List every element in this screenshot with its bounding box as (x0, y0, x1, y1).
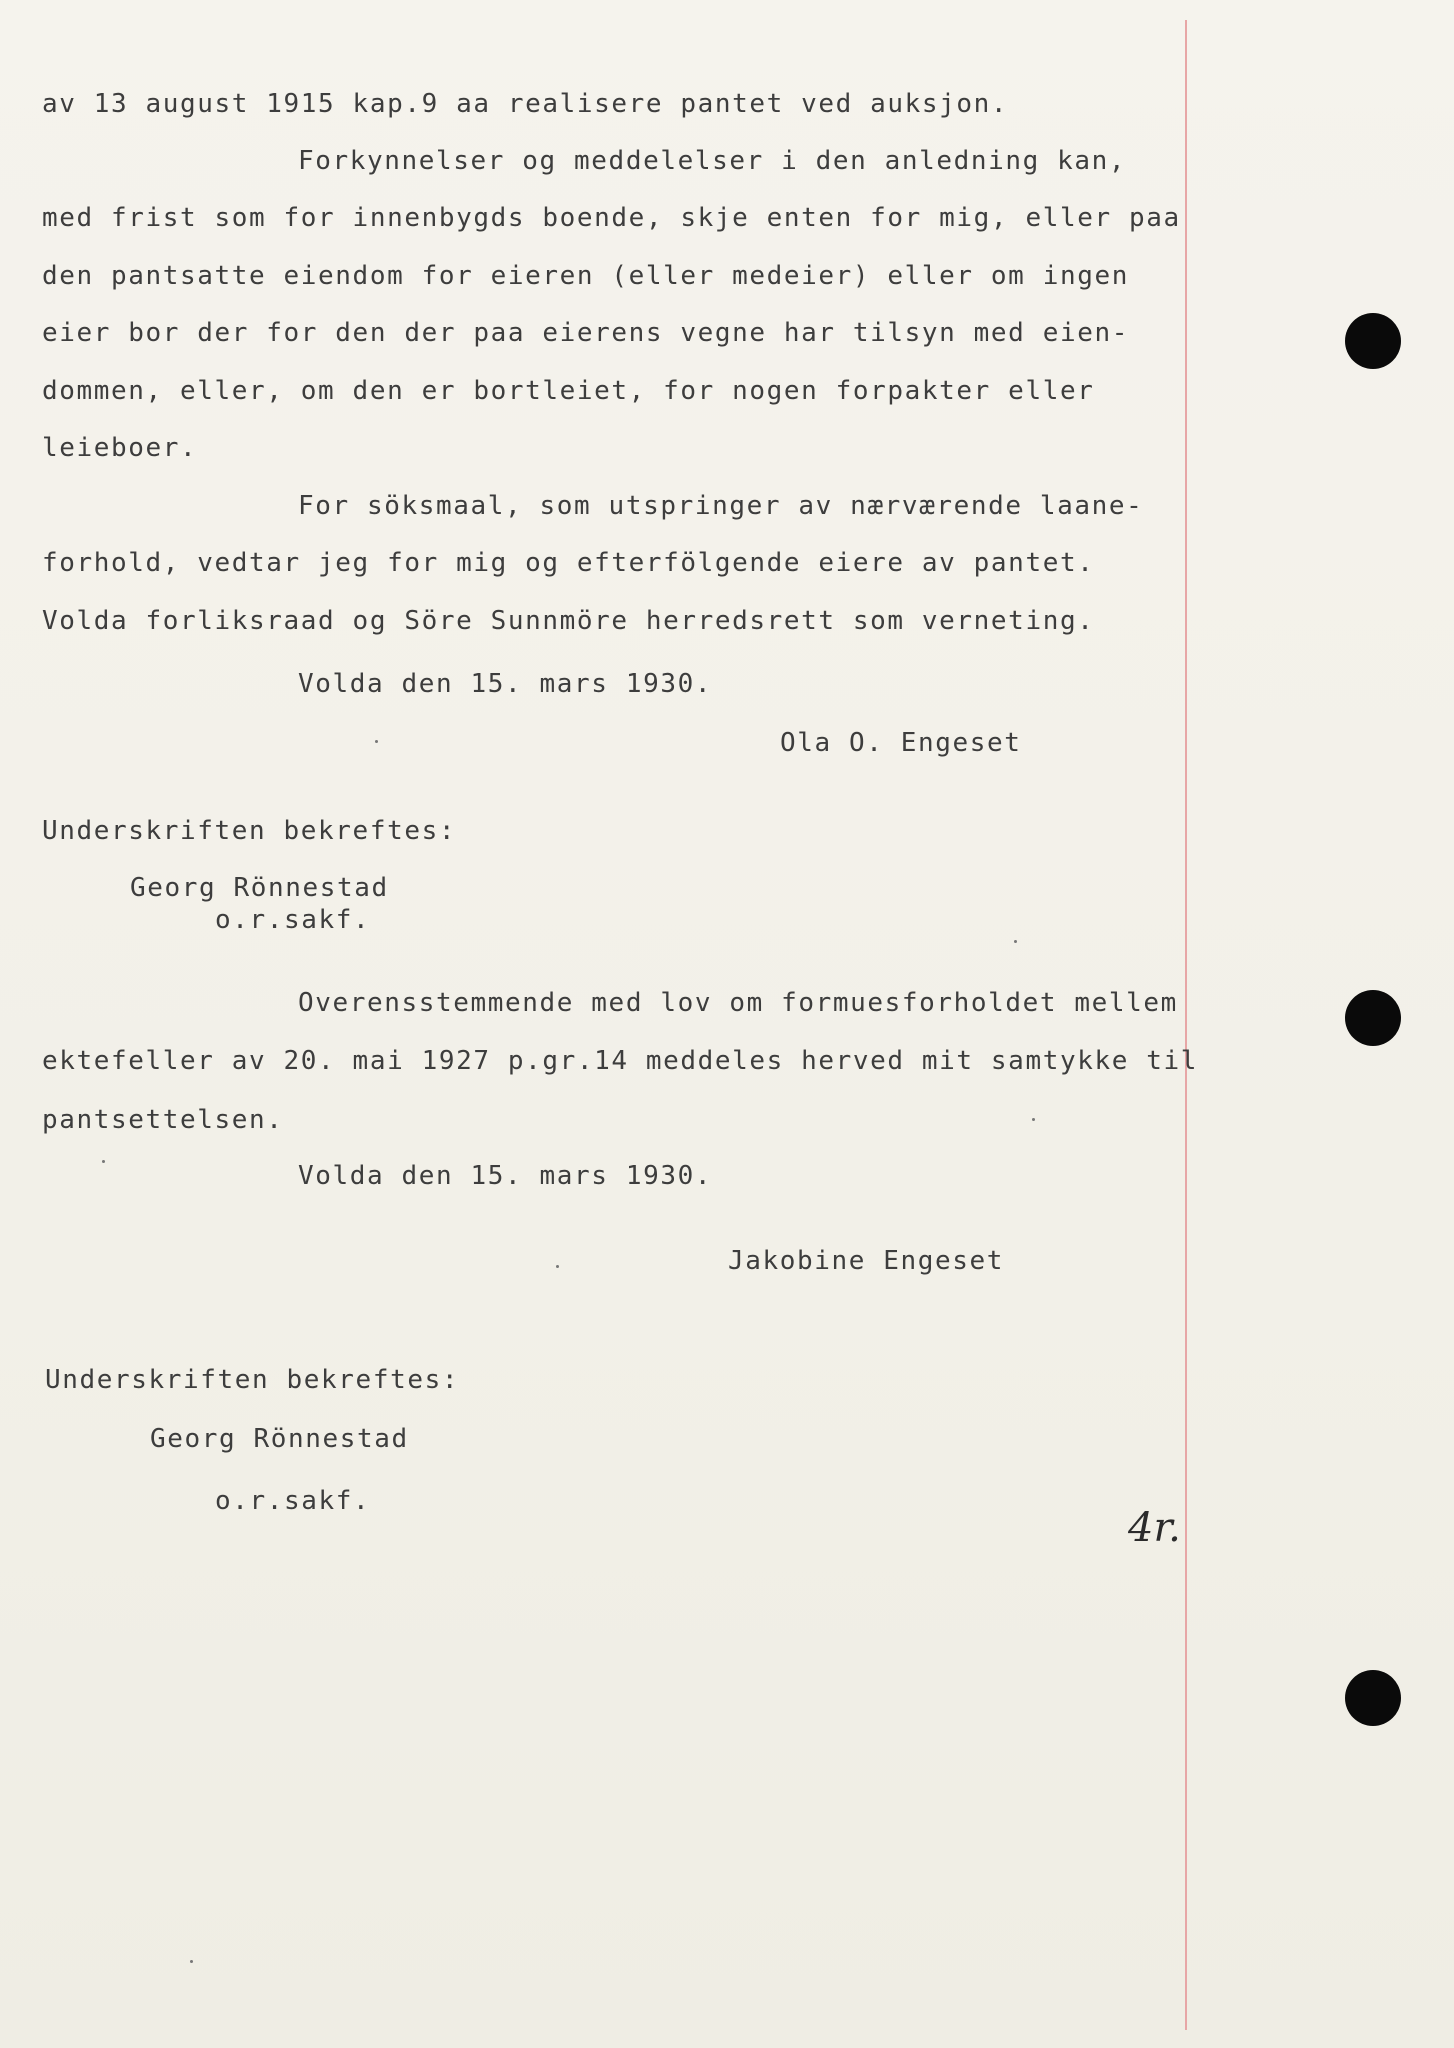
text-line-10: Volda forliksraad og Söre Sunnmöre herredsrett som verneting. (42, 606, 1095, 636)
text-line-1: av 13 august 1915 kap.9 aa realisere pantet ved auksjon. (42, 89, 1009, 119)
attestation-heading-2: Underskriften bekreftes: (45, 1365, 460, 1395)
margin-rule (1185, 20, 1187, 2030)
paper-speck (556, 1265, 559, 1268)
text-line-17: ektefeller av 20. mai 1927 p.gr.14 meddeles herved mit samtykke til (42, 1046, 1198, 1076)
text-line-18: pantsettelsen. (42, 1105, 284, 1135)
witness-title-2: o.r.sakf. (215, 1486, 371, 1516)
attestation-heading-1: Underskriften bekreftes: (42, 816, 457, 846)
paper-speck (1014, 940, 1017, 943)
signature-ola-engeset: Ola O. Engeset (780, 728, 1022, 758)
text-line-7: leieboer. (42, 433, 198, 463)
text-line-5: eier bor der for den der paa eierens vegne har tilsyn med eien- (42, 318, 1129, 348)
text-line-2: Forkynnelser og meddelelser i den anledning kan, (298, 146, 1127, 176)
paper-speck (375, 740, 378, 743)
punch-hole-bottom (1345, 1670, 1401, 1726)
witness-name-2: Georg Rönnestad (150, 1424, 409, 1454)
handwritten-initials: 4r. (1128, 1505, 1181, 1551)
paper-speck (102, 1160, 105, 1163)
punch-hole-top (1345, 313, 1401, 369)
text-line-3: med frist som for innenbygds boende, skje enten for mig, eller paa (42, 203, 1181, 233)
punch-hole-middle (1345, 990, 1401, 1046)
text-line-8: For söksmaal, som utspringer av nærværende laane- (298, 491, 1144, 521)
text-line-16: Overensstemmende med lov om formuesforholdet mellem (298, 988, 1178, 1018)
place-date-1: Volda den 15. mars 1930. (298, 669, 713, 699)
witness-title-1: o.r.sakf. (215, 905, 371, 935)
text-line-9: forhold, vedtar jeg for mig og efterfölgende eiere av pantet. (42, 548, 1095, 578)
text-line-6: dommen, eller, om den er bortleiet, for nogen forpakter eller (42, 376, 1095, 406)
paper-speck (190, 1960, 193, 1963)
text-line-4: den pantsatte eiendom for eieren (eller medeier) eller om ingen (42, 261, 1129, 291)
paper-speck (1032, 1118, 1035, 1121)
signature-jakobine-engeset: Jakobine Engeset (728, 1246, 1005, 1276)
place-date-2: Volda den 15. mars 1930. (298, 1161, 713, 1191)
witness-name-1: Georg Rönnestad (130, 873, 389, 903)
